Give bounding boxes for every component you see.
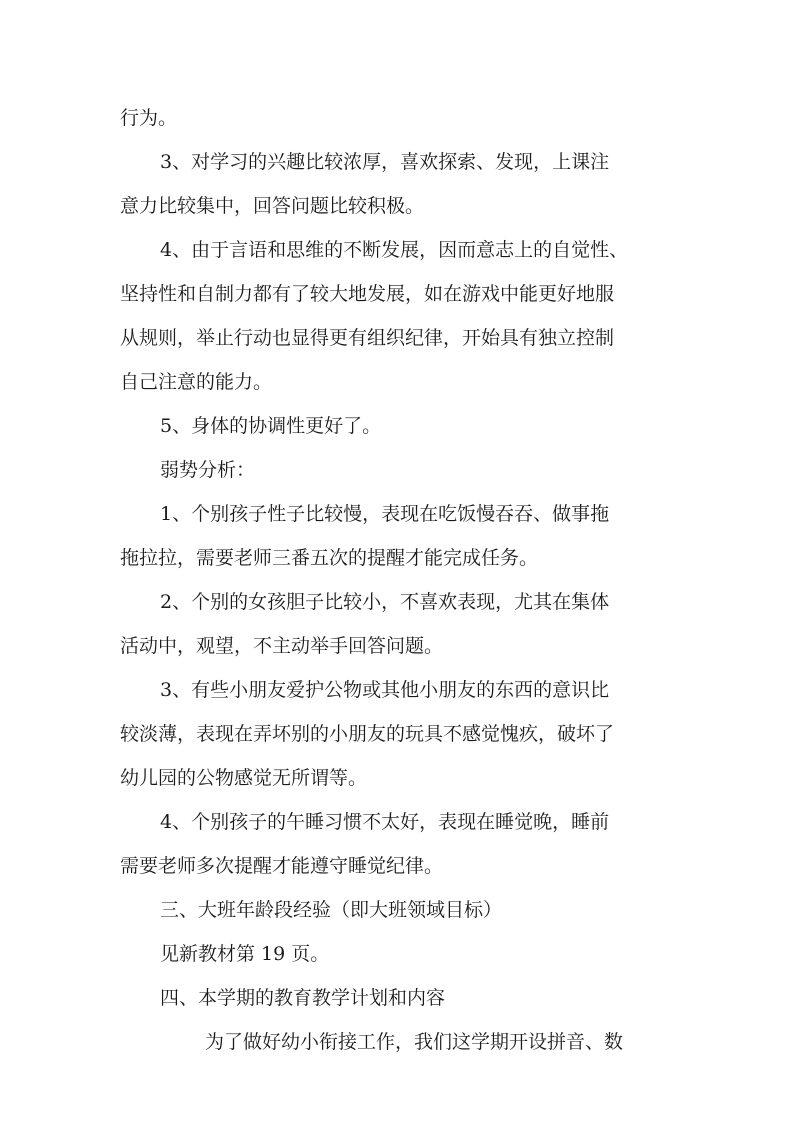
reference-text: 见新教材第 19 页。 [160,943,330,965]
paragraph-item-4-line-1: 4、由于言语和思维的不断发展，因而意志上的自觉性、 [160,239,629,261]
section-heading-teaching-plan: 四、本学期的教育教学计划和内容 [160,987,446,1009]
paragraph-item-3-line-1: 3、对学习的兴趣比较浓厚，喜欢探索、发现，上课注 [160,151,610,173]
weakness-item-1-line-1: 1、个别孩子性子比较慢，表现在吃饭慢吞吞、做事拖 [160,503,610,525]
weakness-item-2-line-1: 2、个别的女孩胆子比较小，不喜欢表现，尤其在集体 [160,591,610,613]
weakness-item-1-line-2: 拖拉拉，需要老师三番五次的提醒才能完成任务。 [120,547,539,569]
weakness-item-4-line-1: 4、个别孩子的午睡习惯不太好，表现在睡觉晚，睡前 [160,811,610,833]
section-heading-weakness: 弱势分析： [160,459,256,481]
paragraph-item-4-line-3: 从规则，举止行动也显得更有组织纪律，开始具有独立控制 [120,327,615,349]
text-line: 行为。 [120,107,178,129]
paragraph-item-5: 5、身体的协调性更好了。 [160,415,382,437]
section-heading-age-experience: 三、大班年龄段经验（即大班领域目标） [160,899,503,921]
weakness-item-2-line-2: 活动中，观望，不主动举手回答问题。 [120,635,444,657]
weakness-item-4-line-2: 需要老师多次提醒才能遵守睡觉纪律。 [120,855,444,877]
weakness-item-3-line-2: 较淡薄，表现在弄坏别的小朋友的玩具不感觉愧疚，破坏了 [120,723,615,745]
paragraph-item-4-line-2: 坚持性和自制力都有了较大地发展，如在游戏中能更好地服 [120,283,615,305]
paragraph-item-3-line-2: 意力比较集中，回答问题比较积极。 [120,195,425,217]
paragraph-item-4-line-4: 自己注意的能力。 [120,371,273,393]
weakness-item-3-line-1: 3、有些小朋友爱护公物或其他小朋友的东西的意识比 [160,679,610,701]
weakness-item-3-line-3: 幼儿园的公物感觉无所谓等。 [120,767,368,789]
teaching-plan-line-1: 为了做好幼小衔接工作，我们这学期开设拼音、数 [205,1031,624,1053]
